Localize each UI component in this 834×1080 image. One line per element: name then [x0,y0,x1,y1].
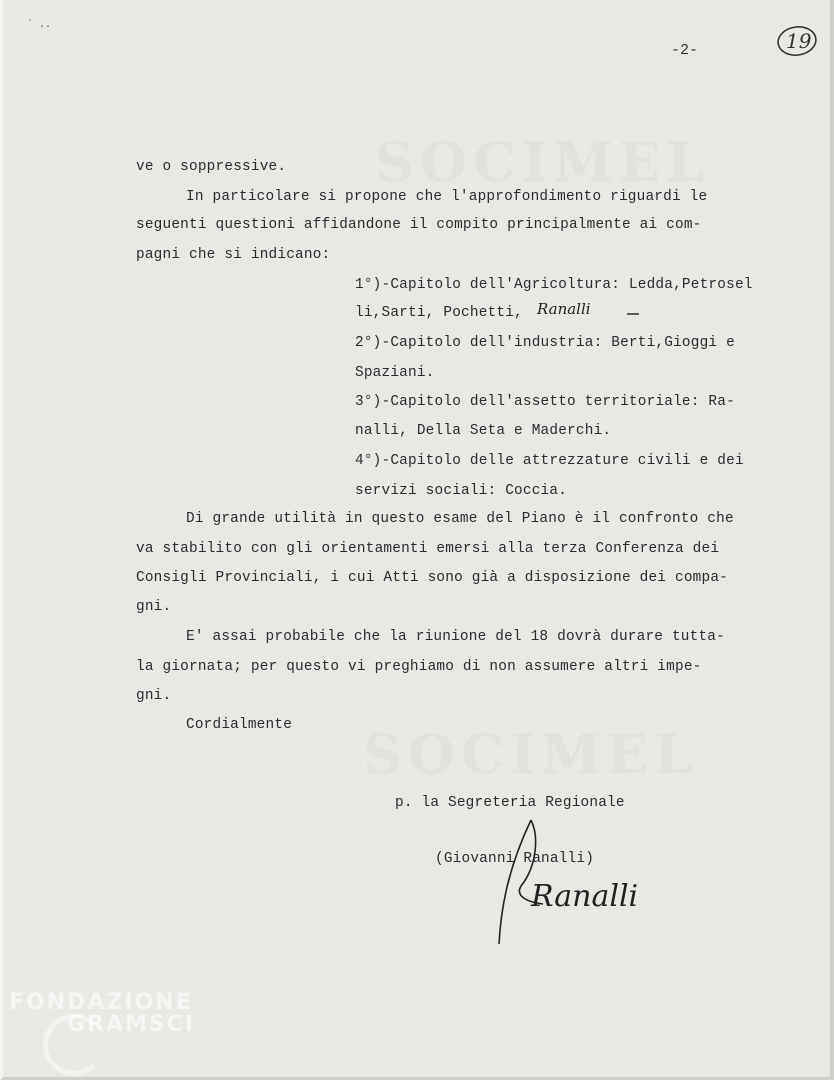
folio-number: 19 [786,29,812,53]
body-line: va stabilito con gli orientamenti emersi alla terza Conferenza dei [136,541,720,557]
list-item-civil: 4°)-Capitolo delle attrezzature civili e dei [355,453,744,469]
signature-role: p. la Segreteria Regionale [395,795,625,811]
body-line: Consigli Provinciali, i cui Atti sono già a disposizione dei compa- [136,570,728,586]
watermark-line1: FONDAZIONE [9,990,193,1015]
watermark-line2: GRAMSCI [67,1012,196,1037]
show-through-text: SOCIMEL [375,130,711,194]
page-number: -2- [671,42,699,59]
body-line: gni. [136,599,172,615]
body-line: Di grande utilità in questo esame del Piano è il confronto che [186,511,734,527]
body-line: pagni che si indicano: [136,247,331,263]
list-item-industry-cont: Spaziani. [355,365,435,381]
body-line: seguenti questioni affidandone il compito principalmente ai com- [136,217,702,233]
fondazione-gramsci-watermark [9,992,195,1036]
list-item-agriculture: 1°)-Capitolo dell'Agricoltura: Ledda,Petrosel [355,277,753,293]
list-item-industry: 2°)-Capitolo dell'industria: Berti,Gioggi e [355,335,735,351]
handwritten-annotation [535,298,655,327]
body-line: In particolare si propone che l'approfondimento riguardi le [186,189,708,205]
closing: Cordialmente [186,717,293,733]
body-line: gni. [136,688,172,704]
body-line: ve o soppressive. [136,159,287,175]
body-line: E' assai probabile che la riunione del 18 dovrà durare tutta- [186,629,725,645]
list-item-civil-cont: servizi sociali: Coccia. [355,483,568,499]
handwritten-signature-text: Ranalli [531,879,639,914]
show-through-text: SOCIMEL [363,722,699,786]
list-item-territory: 3°)-Capitolo dell'assetto territoriale: Ra- [355,394,735,410]
signature-name: (Giovanni Ranalli) [435,851,595,867]
watermark-logo-mark [43,1014,105,1076]
handwritten-annotation-text: Ranalli [537,300,591,318]
folio-number-stamp [775,24,819,56]
body-line: la giornata; per questo vi preghiamo di non assumere altri impe- [136,659,702,675]
corner-marks: ˙ .. [27,20,52,31]
list-item-territory-cont: nalli, Della Seta e Maderchi. [355,423,612,439]
list-item-agriculture-cont: li,Sarti, Pochetti, [355,305,523,321]
handwritten-signature [491,806,681,961]
